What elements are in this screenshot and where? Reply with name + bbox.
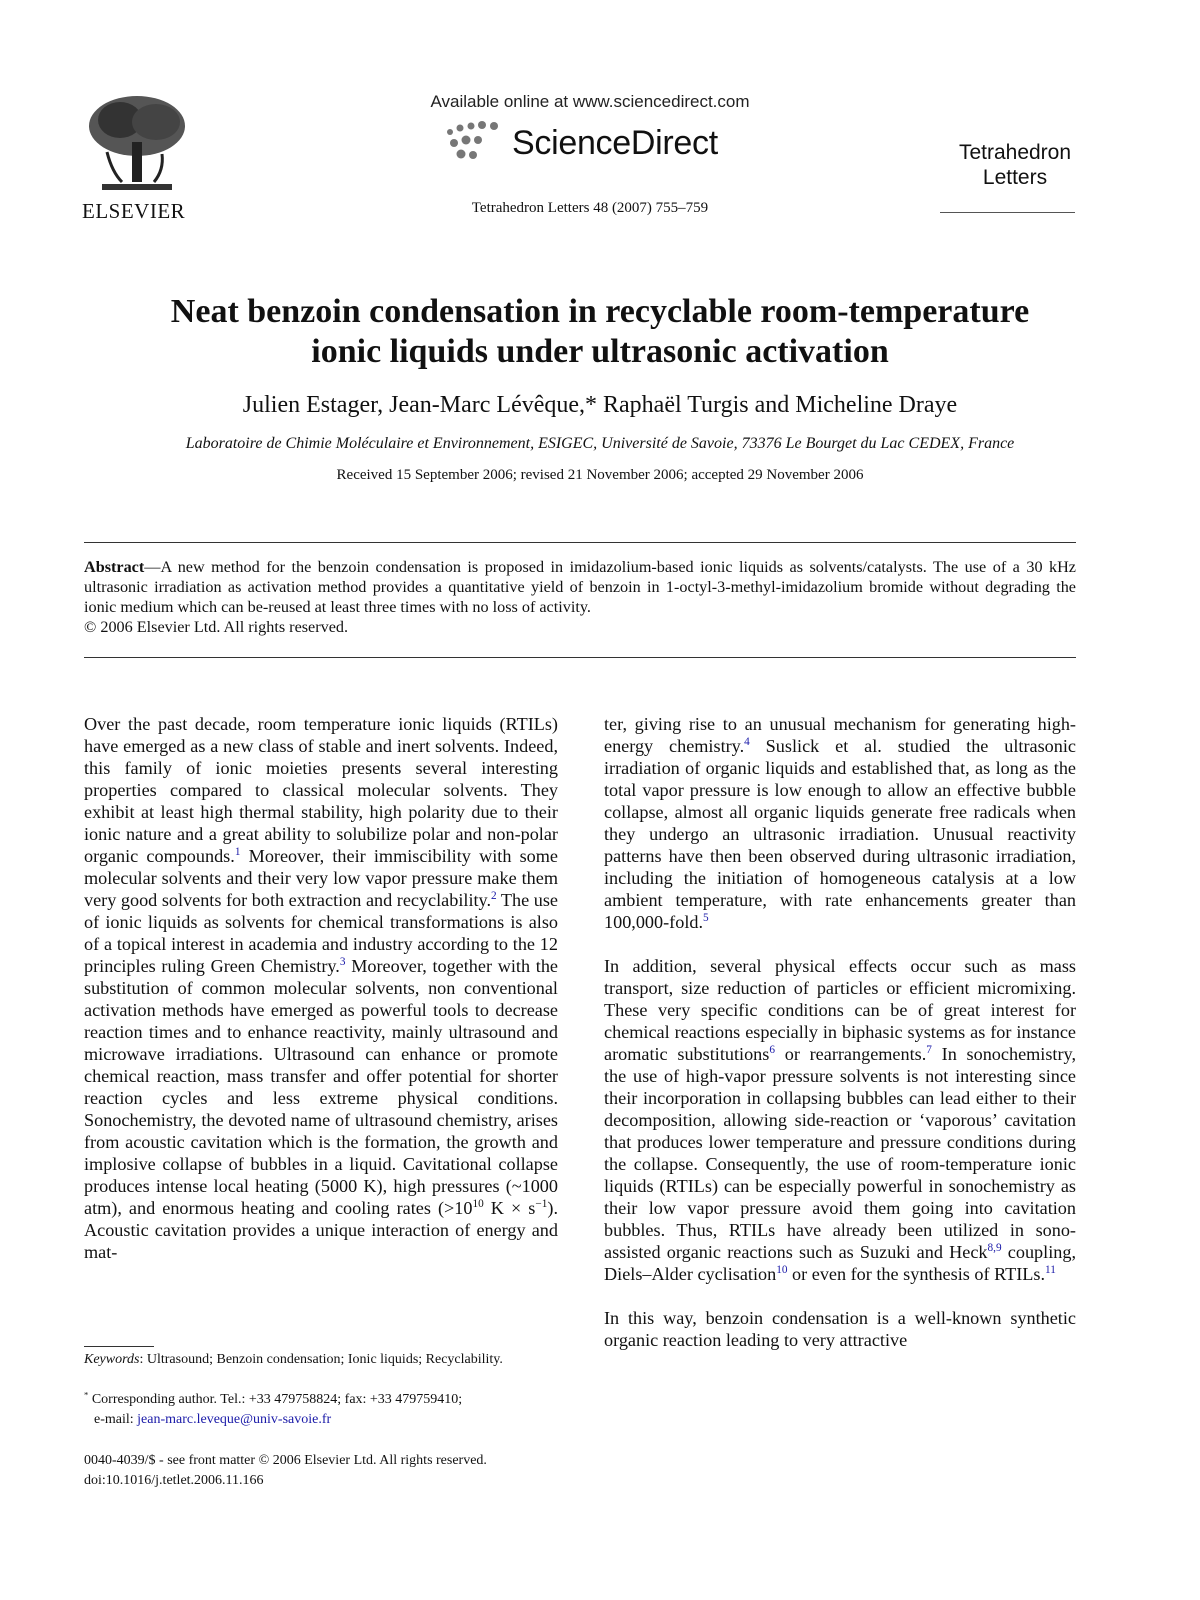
publisher-name: ELSEVIER (82, 199, 186, 223)
text-run: Suslick et al. studied the ultrasonic irradiation of organic liquids and established that, as long as the total vapor pressure is low enough to allow an effective bubble collapse, almost all organic liquids generate free radicals when they undergo an ultrasonic irradiation. Unusual reactivity patterns have then been observed during ultrasonic irradiation, including the initiation of homogeneous catalysis at a low ambient temperature, with rate enhancements greater than 100,000-fold. (604, 736, 1076, 932)
reference-link[interactable]: 11 (1045, 1263, 1056, 1276)
text-run: or rearrangements. (774, 1044, 927, 1064)
reference-link[interactable]: 8,9 (987, 1241, 1002, 1254)
abstract-text: —A new method for the benzoin condensation is proposed in imidazolium-based ionic liquids as solvents/catalysts. The use of a 30 kHz ultrasonic irradiation as activation method provides a quantitative yield of benzoin in 1-octyl-3-methyl-imidazolium bromide without degrading the ionic medium which can be-reused at least three times with no loss of activity. (84, 558, 1076, 616)
article-title (60, 292, 1140, 372)
sciencedirect-wordmark: ScienceDirect (512, 124, 718, 162)
email-label: e-mail: (94, 1412, 138, 1427)
reference-link[interactable]: 10 (776, 1263, 788, 1276)
reference-link[interactable]: 1 (234, 845, 241, 858)
paragraph (604, 713, 1076, 933)
reference-link[interactable]: 2 (491, 889, 497, 902)
keywords-label: Keywords (84, 1352, 140, 1367)
author-list: Julien Estager, Jean-Marc Lévêque,* Raphaël Turgis and Micheline Draye (242, 392, 958, 418)
corresponding-text: Corresponding author. Tel.: +33 479758824; fax: +33 479759410; (88, 1392, 463, 1407)
abstract-top-rule (84, 542, 1076, 543)
affiliation: Laboratoire de Chimie Moléculaire et Environnement, ESIGEC, Université de Savoie, 73376 Le Bourget du Lac CEDEX, France (185, 435, 1015, 452)
abstract-copyright: © 2006 Elsevier Ltd. All rights reserved. (84, 618, 349, 636)
text-run: coupling, Diels–Alder cyclisation (604, 1242, 1076, 1284)
available-online-text: Available online at www.sciencedirect.com (430, 92, 750, 111)
text-run: ter, giving rise to an unusual mechanism for generating high-energy chemistry. (604, 714, 1076, 756)
text-run: In sonochemistry, the use of high-vapor pressure solvents is not interesting since their incorporation in collapsing bubbles can lead either to their decomposition, allowing side-reaction or ‘vaporous’ cavitation that produces lower temperature and pressure conditions during the collapse. Consequently, the use of room-temperature ionic liquids (RTILs) can be especially powerful in sonochemistry as their low vapor pressure avoid them going into cavitation bubbles. Thus, RTILs have already been utilized in sono-assisted organic reactions such as Suzuki and Heck (604, 1044, 1076, 1262)
keywords-text: : Ultrasound; Benzoin condensation; Ionic liquids; Recyclability. (139, 1352, 503, 1367)
journal-name-rule (940, 212, 1075, 213)
keywords (84, 1350, 558, 1370)
paragraph (604, 1307, 1076, 1351)
reference-link[interactable]: 7 (926, 1043, 932, 1056)
sciencedirect-dots-icon (440, 118, 510, 164)
text-run: or even for the synthesis of RTILs. (787, 1264, 1046, 1284)
superscript: 10 (472, 1197, 484, 1210)
text-run: The use of ionic liquids as solvents for chemical transformations is also of a topical interest in academia and industry according to the 12 principles ruling Green Chemistry. (84, 890, 558, 976)
doi-line[interactable]: doi:10.1016/j.tetlet.2006.11.166 (84, 1473, 264, 1488)
issn-line: 0040-4039/$ - see front matter © 2006 Elsevier Ltd. All rights reserved. (84, 1453, 487, 1468)
footnote-rule (84, 1346, 154, 1347)
text-run: ). Acoustic cavitation provides a unique interaction of energy and mat- (84, 1198, 558, 1262)
abstract (84, 557, 1076, 637)
sciencedirect-logo (440, 118, 740, 168)
abstract-label: Abstract (84, 558, 145, 576)
paragraph (604, 955, 1076, 1285)
superscript: −1 (535, 1197, 548, 1210)
email-link[interactable]: jean-marc.leveque@univ-savoie.fr (137, 1412, 332, 1427)
abstract-bottom-rule (84, 657, 1076, 658)
paragraph (84, 713, 558, 1263)
footer (84, 1451, 604, 1491)
text-run: Moreover, their immiscibility with some molecular solvents and their very low vapor pressure make them very good solvents for both extraction and recyclability. (84, 846, 558, 910)
reference-link[interactable]: 6 (769, 1043, 775, 1056)
corresponding-mark: * (84, 1389, 89, 1400)
reference-link[interactable]: 3 (339, 955, 346, 968)
reference-link[interactable]: 4 (744, 735, 750, 748)
elsevier-tree-icon (82, 92, 192, 192)
left-column (84, 713, 558, 1263)
journal-name (940, 140, 1090, 190)
elsevier-logo (82, 92, 192, 223)
journal-citation: Tetrahedron Letters 48 (2007) 755–759 (471, 200, 709, 216)
article-title-line2: ionic liquids under ultrasonic activation (311, 333, 889, 370)
right-column (604, 713, 1076, 1351)
text-run: Moreover, together with the substitution of common molecular solvents, non conventional activation methods have emerged as powerful tools to decrease reaction times and to enhance reactivity, mainly ultrasound and microwave irradiations. Ultrasound can enhance or promote chemical reaction, mass transfer and offer potential for shorter reaction cycles and less extreme physical conditions. Sonochemistry, the devoted name of ultrasound chemistry, arises from acoustic cavitation which is the formation, the growth and implosive collapse of bubbles in a liquid. Cavitational collapse produces intense local heating (5000 K), high pressures (~1000 atm), and enormous heating and cooling rates (>10 (84, 956, 558, 1218)
text-run: K × s (483, 1198, 536, 1218)
reference-link[interactable]: 5 (703, 911, 709, 924)
journal-name-line1: Tetrahedron (958, 141, 1072, 164)
received-dates: Received 15 September 2006; revised 21 November 2006; accepted 29 November 2006 (336, 467, 864, 483)
journal-name-line2: Letters (982, 166, 1048, 189)
article-title-line1: Neat benzoin condensation in recyclable room-temperature (170, 293, 1030, 330)
text-run: In addition, several physical effects occur such as mass transport, size reduction of particles or efficient micromixing. These very specific conditions can be of great interest for chemical reactions especially in biphasic systems as for instance aromatic substitutions (604, 956, 1076, 1064)
text-run: In this way, benzoin condensation is a well-known synthetic organic reaction leading to very attractive (604, 1308, 1076, 1350)
corresponding-author (84, 1390, 564, 1430)
text-run: Over the past decade, room temperature ionic liquids (RTILs) have emerged as a new class of stable and inert solvents. Indeed, this family of ionic moieties presents several interesting properties compared to classical molecular solvents. They exhibit at least high thermal stability, high polarity due to their ionic nature and a great ability to solubilize polar and non-polar organic compounds. (84, 714, 558, 866)
